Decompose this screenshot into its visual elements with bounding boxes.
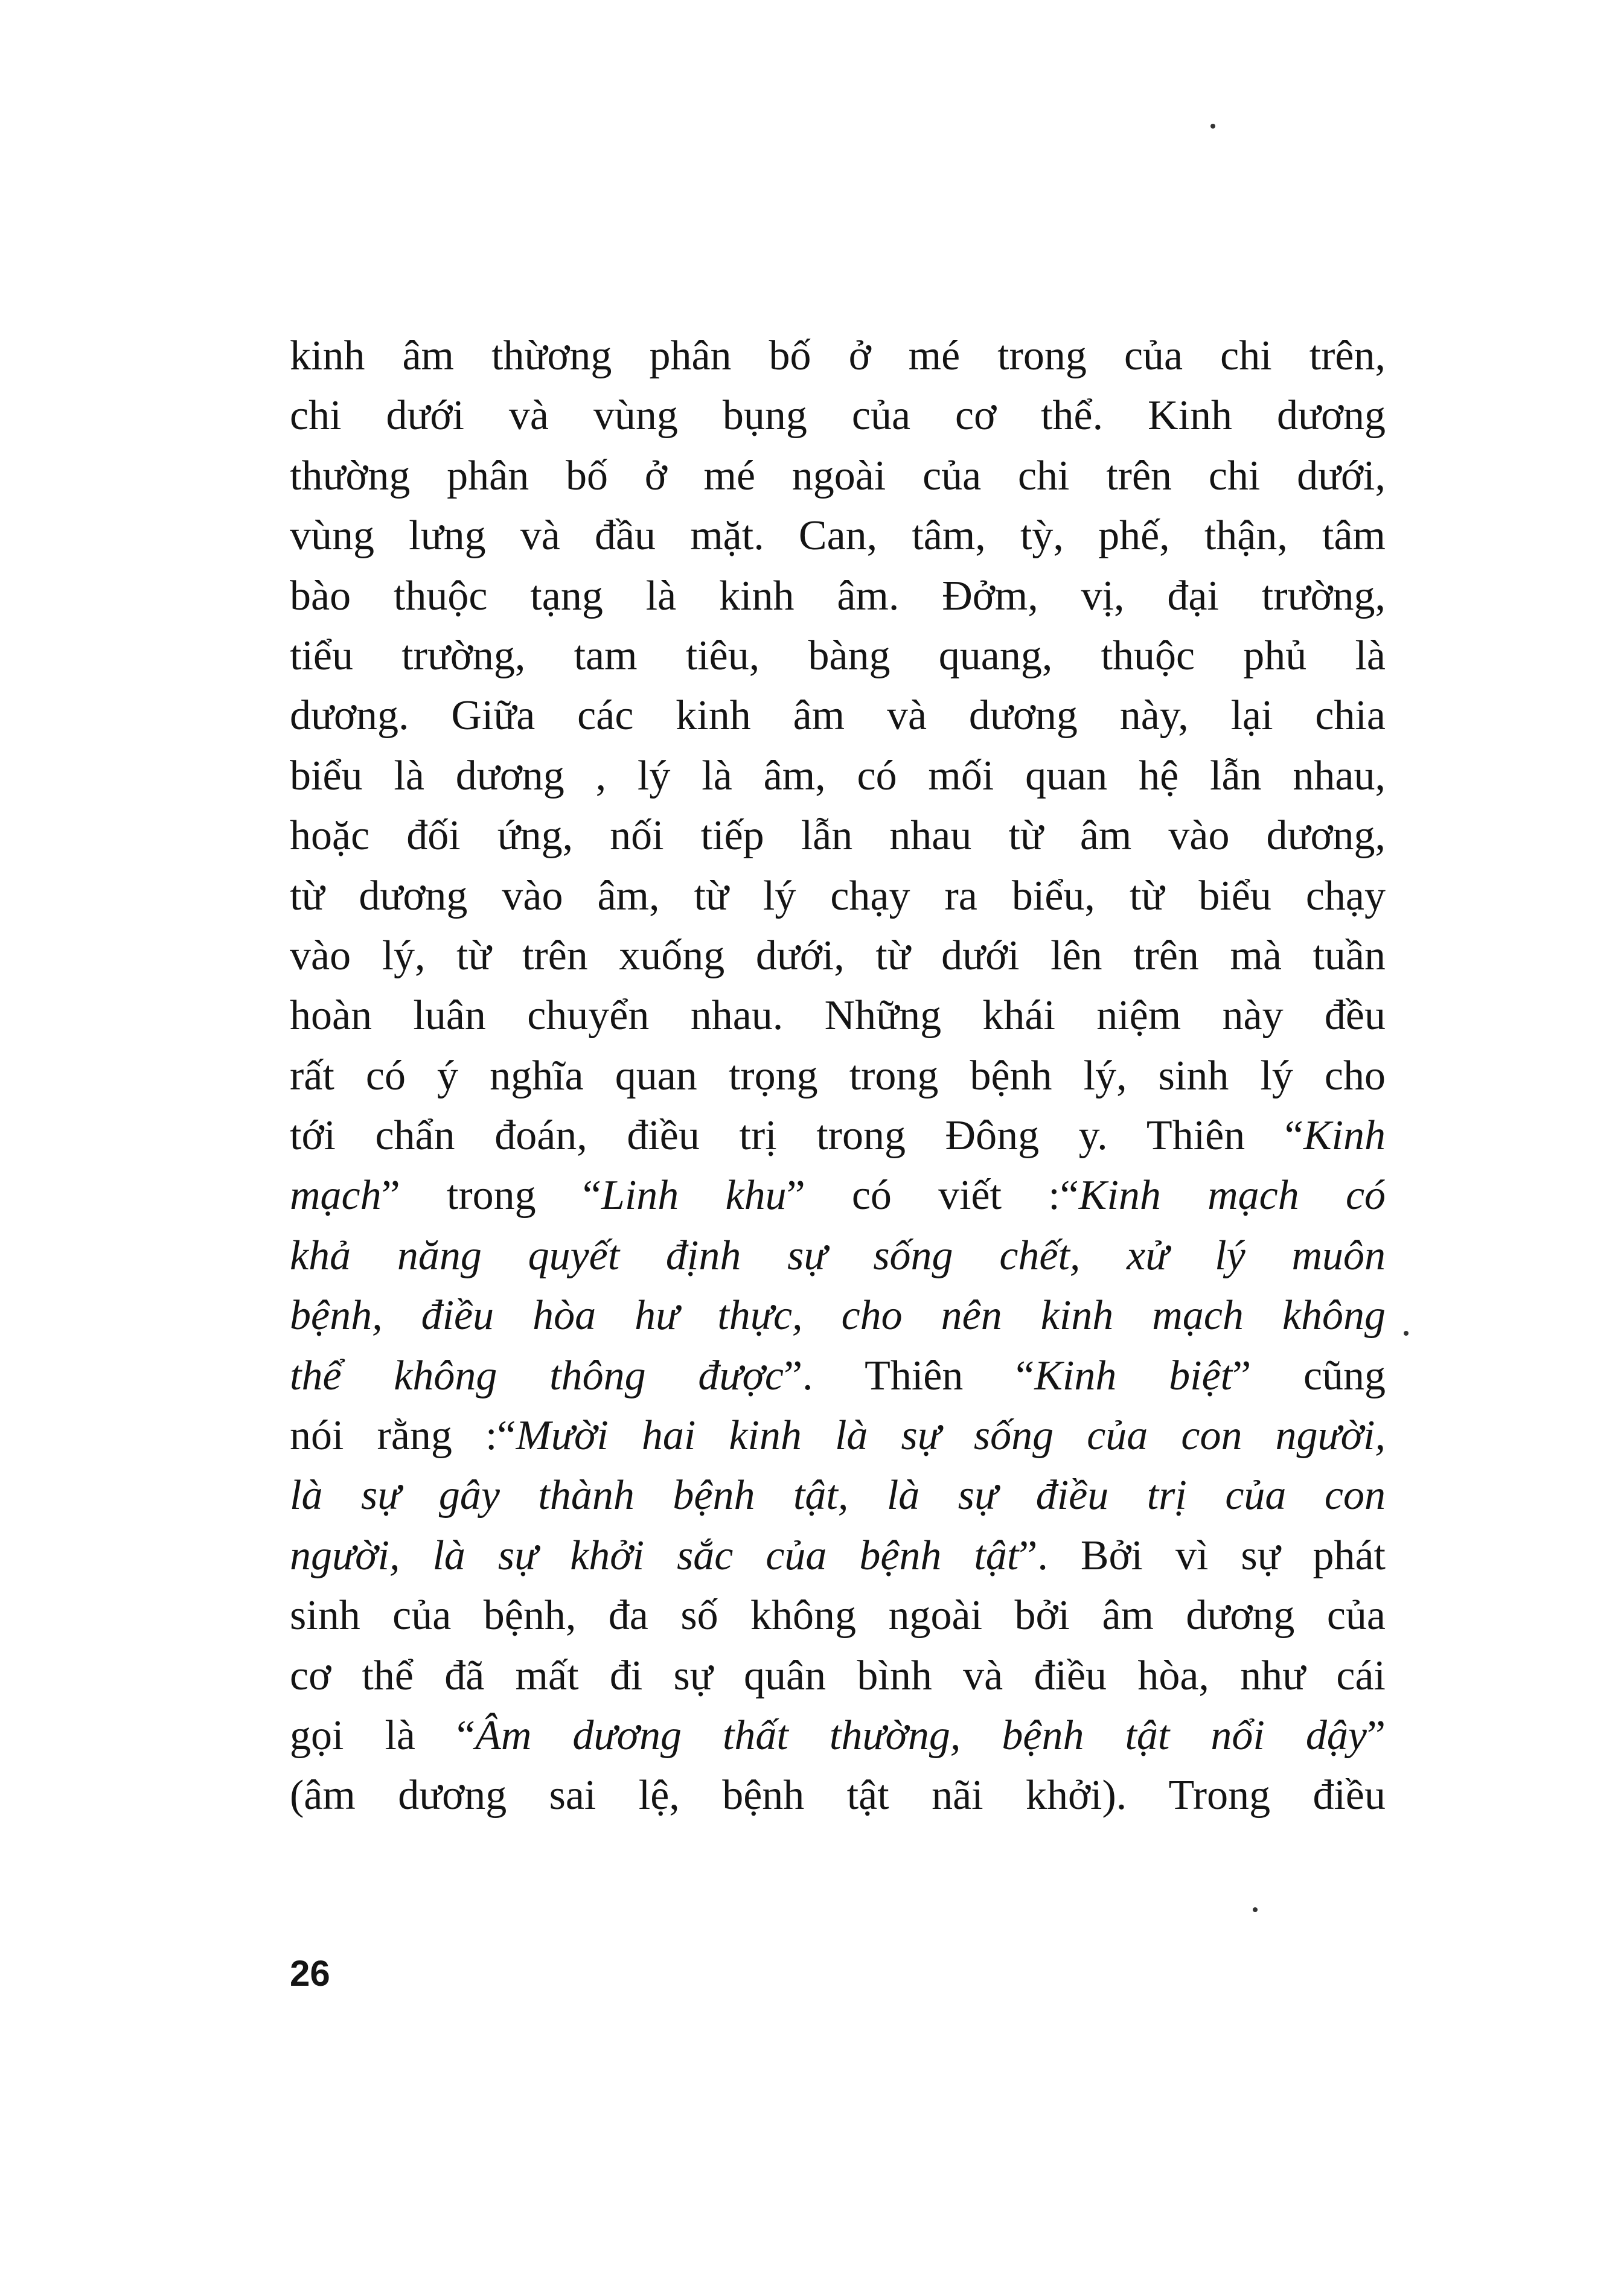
scan-speck <box>1253 1907 1258 1912</box>
body-text <box>290 326 1386 1826</box>
italic-quote-segment: Kinh mạch có <box>1078 1172 1386 1219</box>
scan-speck <box>1404 1331 1409 1336</box>
text-line <box>290 926 1386 986</box>
text-line <box>290 686 1386 745</box>
text-line <box>290 446 1386 506</box>
text-segment: biểu là dương , lý là âm, có mối quan hệ lẫn nhau, <box>290 752 1386 799</box>
text-line <box>290 1166 1386 1225</box>
text-line <box>290 746 1386 806</box>
page-number: 26 <box>290 1953 330 1994</box>
italic-quote-segment: Kinh <box>1303 1112 1386 1159</box>
text-segment: ” trong “ <box>381 1172 601 1219</box>
text-line <box>290 1765 1386 1825</box>
text-segment: kinh âm thừơng phân bố ở mé trong của chi trên, <box>290 333 1386 379</box>
italic-quote-segment: Mười hai kinh là sự sống của con người, <box>516 1412 1386 1459</box>
text-segment: sinh của bệnh, đa số không ngoài bởi âm dương của <box>290 1592 1386 1639</box>
italic-quote-segment: thể không thông được <box>290 1352 784 1399</box>
text-segment: hoàn luân chuyển nhau. Những khái niệm này đều <box>290 992 1386 1039</box>
text-segment: chi dưới và vùng bụng của cơ thể. Kinh dương <box>290 392 1386 439</box>
text-line <box>290 1106 1386 1166</box>
text-segment: ” cũng <box>1232 1352 1386 1399</box>
italic-quote-segment: bệnh, điều hòa hư thực, cho nên kinh mạch không <box>290 1292 1386 1339</box>
italic-quote-segment: là sự gây thành bệnh tật, là sự điều trị của con <box>290 1472 1386 1519</box>
text-line <box>290 1286 1386 1345</box>
text-line <box>290 866 1386 926</box>
text-segment: bào thuộc tạng là kinh âm. Đởm, vị, đại trường, <box>290 572 1386 619</box>
text-segment: tiểu trường, tam tiêu, bàng quang, thuộc phủ là <box>290 632 1386 679</box>
text-line <box>290 1226 1386 1286</box>
text-line <box>290 1526 1386 1586</box>
italic-quote-segment: Linh khu <box>601 1172 787 1219</box>
text-line <box>290 986 1386 1045</box>
text-line <box>290 1346 1386 1406</box>
text-segment: vào lý, từ trên xuống dưới, từ dưới lên trên mà tuần <box>290 932 1386 979</box>
text-segment: ”. Thiên “ <box>783 1352 1035 1399</box>
italic-quote-segment: Âm dương thất thường, bệnh tật nổi dậy <box>475 1712 1367 1759</box>
text-segment: hoặc đối ứng, nối tiếp lẫn nhau từ âm vào dương, <box>290 812 1386 859</box>
text-line <box>290 1586 1386 1645</box>
italic-quote-segment: khả năng quyết định sự sống chết, xử lý muôn <box>290 1232 1386 1279</box>
text-line <box>290 326 1386 386</box>
italic-quote-segment: mạch <box>290 1172 382 1219</box>
text-segment: tới chẩn đoán, điều trị trong Đông y. Thiên “ <box>290 1112 1303 1159</box>
text-line <box>290 1706 1386 1765</box>
text-line <box>290 566 1386 626</box>
text-segment: cơ thể đã mất đi sự quân bình và điều hòa, như cái <box>290 1652 1386 1699</box>
text-segment: thường phân bố ở mé ngoài của chi trên chi dưới, <box>290 452 1386 499</box>
text-line <box>290 386 1386 445</box>
text-segment: gọi là “ <box>290 1712 476 1759</box>
text-segment: (âm dương sai lệ, bệnh tật nãi khởi). Trong điều <box>290 1772 1386 1819</box>
text-segment: ”. Bởi vì sự phát <box>1018 1532 1386 1579</box>
text-line <box>290 1406 1386 1465</box>
text-line <box>290 1646 1386 1706</box>
text-segment: ” có viết :“ <box>786 1172 1079 1219</box>
text-line <box>290 626 1386 686</box>
text-line <box>290 1465 1386 1525</box>
text-segment: nói rằng :“ <box>290 1412 516 1459</box>
text-segment: từ dương vào âm, từ lý chạy ra biểu, từ biểu chạy <box>290 872 1386 919</box>
italic-quote-segment: người, là sự khởi sắc của bệnh tật <box>290 1532 1019 1579</box>
text-segment: rất có ý nghĩa quan trọng trong bệnh lý, sinh lý cho <box>290 1052 1386 1099</box>
scan-speck <box>1210 124 1215 129</box>
text-line <box>290 506 1386 566</box>
text-segment: ” <box>1366 1712 1386 1759</box>
italic-quote-segment: Kinh biệt <box>1034 1352 1233 1399</box>
text-line <box>290 1046 1386 1106</box>
text-segment: vùng lưng và đầu mặt. Can, tâm, tỳ, phế, thận, tâm <box>290 512 1386 560</box>
text-segment: dương. Giữa các kinh âm và dương này, lại chia <box>290 692 1386 739</box>
text-line <box>290 806 1386 866</box>
